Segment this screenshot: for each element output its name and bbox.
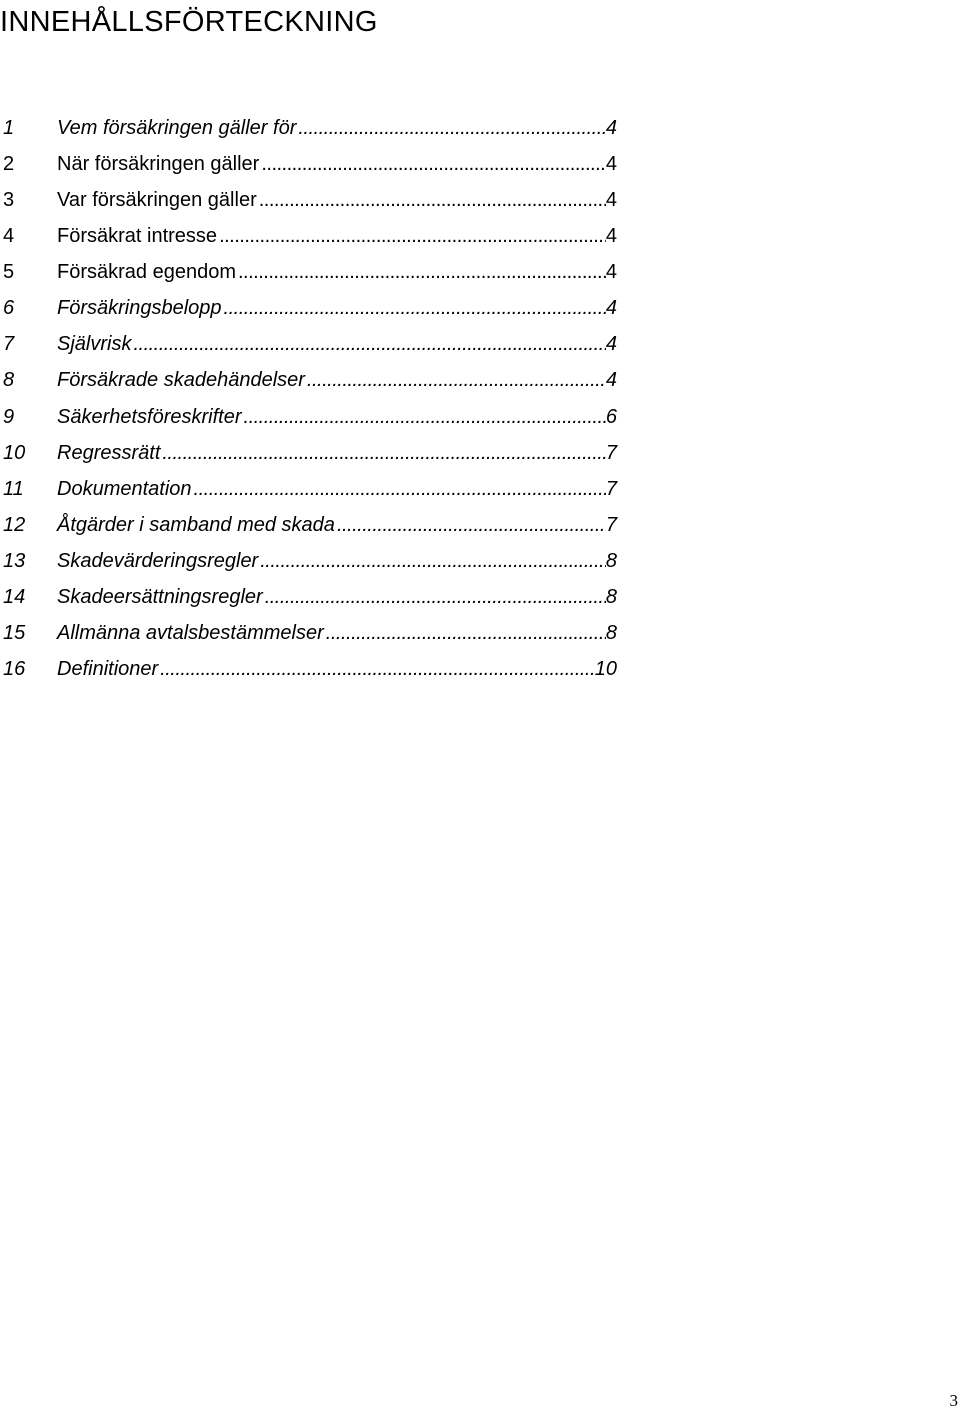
toc-entry-title: Försäkrad egendom — [57, 261, 236, 284]
toc-entry[interactable] — [0, 651, 620, 687]
toc-entry-number: 16 — [3, 657, 26, 680]
toc-dot-leader — [160, 435, 606, 471]
toc-entry[interactable] — [0, 471, 620, 507]
toc-entry-number: 5 — [3, 261, 15, 284]
toc-entry-title: Självrisk — [57, 333, 132, 356]
toc-entry-page: 4 — [605, 333, 617, 356]
table-of-contents — [0, 110, 620, 687]
toc-entry[interactable] — [0, 615, 620, 651]
toc-entry[interactable] — [0, 326, 620, 362]
toc-entry-page: 6 — [605, 405, 617, 428]
toc-entry-page: 4 — [605, 117, 617, 139]
toc-entry-title: Säkerhetsföreskrifter — [57, 405, 242, 428]
toc-entry-number: 2 — [3, 153, 15, 176]
toc-entry-page: 7 — [605, 513, 617, 536]
toc-entry-number: 3 — [3, 189, 15, 212]
page-title: INNEHÅLLSFÖRTECKNING — [0, 6, 378, 38]
toc-entry-number: 15 — [3, 621, 26, 644]
toc-entry-title: Skadevärderingsregler — [57, 549, 259, 572]
toc-entry[interactable] — [0, 290, 620, 326]
toc-entry-title: Vem försäkringen gäller för — [57, 117, 297, 139]
toc-entry[interactable] — [0, 146, 620, 182]
toc-entry-title: Försäkrat intresse — [57, 225, 218, 248]
toc-entry-number: 14 — [3, 585, 26, 608]
toc-dot-leader — [257, 182, 606, 218]
toc-entry-title: Försäkringsbelopp — [57, 297, 222, 320]
toc-entry-title: När försäkringen gäller — [57, 153, 260, 176]
toc-dot-leader — [236, 254, 606, 290]
toc-entry-title: Regressrätt — [57, 441, 161, 464]
toc-entry-title: Definitioner — [57, 657, 159, 680]
toc-entry-page: 4 — [605, 369, 617, 392]
toc-entry-page: 4 — [605, 225, 617, 248]
toc-dot-leader — [296, 110, 606, 146]
toc-dot-leader — [259, 146, 606, 182]
toc-entry-title: Dokumentation — [57, 477, 192, 500]
toc-entry-number: 11 — [3, 477, 24, 500]
toc-entry-number: 4 — [3, 225, 15, 248]
toc-entry-title: Åtgärder i samband med skada — [57, 513, 335, 536]
page-number: 3 — [949, 1391, 958, 1410]
toc-dot-leader — [217, 218, 606, 254]
toc-dot-leader — [192, 471, 606, 507]
toc-entry[interactable] — [0, 579, 620, 615]
toc-dot-leader — [131, 326, 605, 362]
toc-entry-page: 4 — [605, 189, 617, 212]
toc-entry-number: 1 — [3, 117, 15, 139]
toc-entry-page: 8 — [605, 621, 617, 644]
toc-entry[interactable] — [0, 362, 620, 398]
toc-entry-page: 8 — [605, 549, 617, 572]
toc-entry-page: 7 — [605, 441, 617, 464]
toc-entry-number: 6 — [3, 297, 15, 320]
toc-entry[interactable] — [0, 507, 620, 543]
toc-entry-number: 12 — [3, 513, 26, 536]
toc-entry[interactable] — [0, 254, 620, 290]
toc-dot-leader — [222, 290, 606, 326]
toc-entry-page: 10 — [594, 657, 617, 680]
toc-entry-title: Försäkrade skadehändelser — [57, 369, 305, 392]
toc-entry[interactable] — [0, 110, 620, 146]
toc-entry-title: Var försäkringen gäller — [57, 189, 257, 212]
toc-entry-title: Skadeersättningsregler — [57, 585, 263, 608]
toc-entry[interactable] — [0, 218, 620, 254]
toc-dot-leader — [305, 362, 606, 398]
toc-dot-leader — [158, 651, 595, 687]
toc-entry[interactable] — [0, 435, 620, 471]
toc-entry-number: 7 — [3, 333, 15, 356]
toc-entry-page: 4 — [605, 261, 617, 284]
toc-entry[interactable] — [0, 543, 620, 579]
toc-dot-leader — [324, 615, 606, 651]
toc-entry-number: 10 — [3, 441, 26, 464]
toc-dot-leader — [263, 579, 606, 615]
toc-entry-title: Allmänna avtalsbestämmelser — [57, 621, 324, 644]
toc-entry-number: 13 — [3, 549, 26, 572]
toc-entry[interactable] — [0, 399, 620, 435]
toc-entry-page: 8 — [605, 585, 617, 608]
toc-dot-leader — [242, 399, 606, 435]
toc-dot-leader — [258, 543, 606, 579]
toc-entry-page: 4 — [605, 297, 617, 320]
toc-entry-number: 9 — [3, 405, 15, 428]
toc-entry[interactable] — [0, 182, 620, 218]
toc-dot-leader — [335, 507, 606, 543]
toc-entry-page: 4 — [605, 153, 617, 176]
toc-entry-number: 8 — [3, 369, 15, 392]
toc-entry-page: 7 — [605, 477, 617, 500]
